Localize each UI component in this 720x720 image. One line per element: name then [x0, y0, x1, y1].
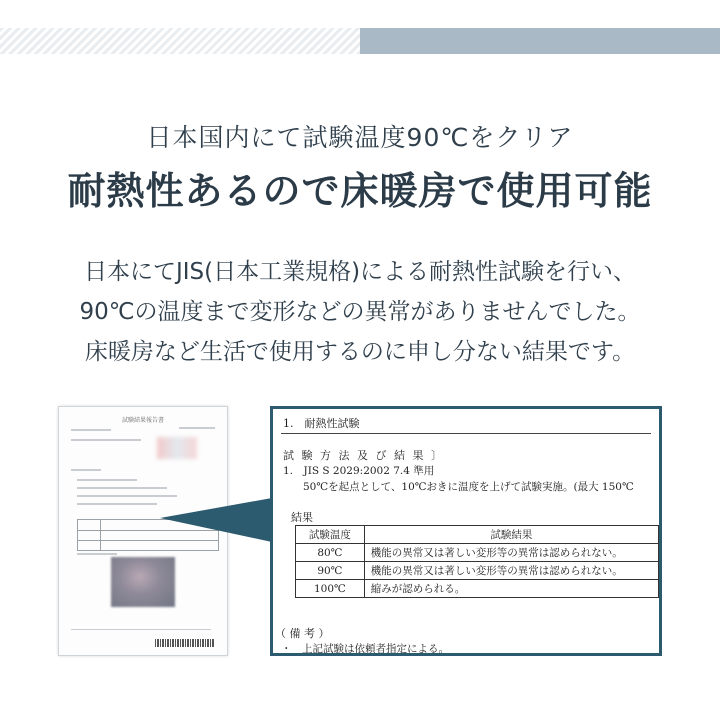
note-item: ・ 上記試験は依頼者指定による。 — [281, 643, 449, 655]
sample-photo — [111, 557, 175, 607]
thumb-text-line — [77, 553, 117, 555]
notes-heading: （ 備 考 ） — [275, 627, 330, 640]
thumb-text-line — [77, 487, 167, 489]
test-result: 機能の異常又は著しい変形等の異常は認められない。 — [364, 562, 658, 580]
zoomed-test-report — [270, 406, 662, 656]
thumb-text-line — [71, 439, 141, 441]
thumb-text-line — [179, 427, 215, 429]
test-temperature: 90℃ — [296, 562, 365, 580]
thumb-result-table — [77, 519, 219, 551]
results-table — [295, 525, 659, 598]
column-header: 試験温度 — [296, 526, 365, 544]
thumb-text-line — [71, 469, 101, 471]
test-result: 縮みが認められる。 — [364, 580, 658, 598]
test-temperature: 100℃ — [296, 580, 365, 598]
barcode — [155, 639, 215, 647]
page-title: 耐熱性あるので床暖房で使用可能 — [67, 169, 653, 213]
decorative-solid-band — [360, 28, 720, 54]
test-result: 機能の異常又は著しい変形等の異常は認められない。 — [364, 544, 658, 562]
section-rule — [281, 433, 651, 434]
certificate-thumbnail-title: 試験結果報告書 — [121, 417, 164, 424]
results-heading: 結果 — [291, 511, 313, 524]
thumb-text-line — [71, 429, 111, 431]
thumb-text-line — [77, 503, 157, 505]
table-header-row — [296, 526, 659, 544]
description-line: 床暖房など生活で使用するのに申し分ない結果です。 — [84, 339, 636, 365]
description-line: 90℃の温度まで変形などの異常がありませんでした。 — [79, 299, 641, 325]
subtitle: 日本国内にて試験温度90℃をクリア — [146, 123, 574, 152]
description-line: 日本にてJIS(日本工業規格)による耐熱性試験を行い、 — [83, 259, 637, 285]
test-procedure: 50℃を起点として、10℃おきに温度を上げて試験実施。(最大 150℃ — [303, 481, 634, 493]
thumb-text-line — [77, 495, 177, 497]
thumb-text-line — [77, 479, 137, 481]
certificate-thumbnail — [58, 406, 228, 656]
method-heading: 試 験 方 法 及 び 結 果 〕 — [283, 449, 444, 462]
thumb-divider — [71, 629, 211, 630]
test-standard: 1. JIS S 2029:2002 7.4 準用 — [283, 465, 435, 477]
decorative-striped-band — [0, 28, 360, 54]
table-row — [296, 544, 659, 562]
table-row — [296, 562, 659, 580]
description — [0, 252, 720, 372]
test-temperature: 80℃ — [296, 544, 365, 562]
section-heading: 1. 耐熱性試験 — [283, 417, 360, 430]
table-row — [296, 580, 659, 598]
column-header: 試験結果 — [364, 526, 658, 544]
redacted-stamp — [157, 437, 197, 459]
